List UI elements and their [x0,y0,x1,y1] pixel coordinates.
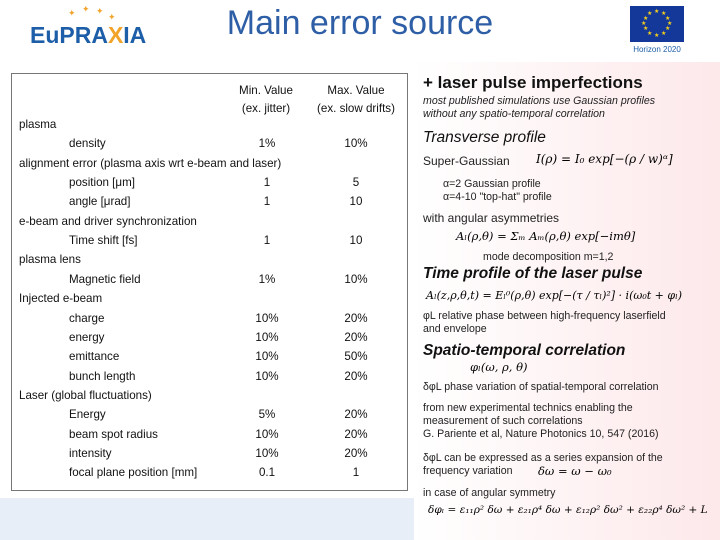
logo-text-x: X [107,22,124,48]
table-cell-min: 10% [255,446,279,460]
table-row-label: emittance [69,350,120,364]
table-cell-max: 10% [344,272,368,286]
angular-symmetry-text: in case of angular symmetry [423,487,556,499]
table-row-label: Magnetic field [69,272,141,286]
table-cell-min: 10% [255,369,279,383]
table-row-label: energy [69,330,105,344]
phase-variation-text: δφL phase variation of spatial-temporal correlation [423,381,659,393]
table-cell-min: 1% [258,272,276,286]
table-row-label: bunch length [69,369,136,383]
table-cell-min: 1% [258,137,276,151]
measurement-text: from new experimental technics enabling the measurement of such correlations G. Pariente et al, Nature Photonics 10, 547 (2016) [423,402,659,440]
table-section-label: plasma [19,118,57,131]
table-row-label: intensity [69,446,112,460]
table-row-label: charge [69,311,105,325]
table-section-label: Laser (global fluctuations) [19,388,152,402]
alpha-tophat-text: α=4-10 "top-hat" profile [443,191,552,203]
table-cell-min: 10% [255,427,279,441]
table-cell-min: 0.1 [258,466,276,480]
table-row-label: focal plane position [mm] [69,466,198,480]
page-title: Main error source [226,4,494,42]
logo-text: IA [123,22,147,48]
table-section-label: e-beam and driver synchronization [19,214,197,228]
table-cell-min: 1 [263,195,271,209]
table-cell-min: 1 [263,234,271,248]
table-row-label: density [69,137,106,151]
series-expansion-text: δφL can be expressed as a series expansion of the frequency variation [423,452,663,477]
series-equation: δφₗ = ε₁₁ρ² δω + ε₂₁ρ⁴ δω + ε₁₂ρ² δω² + ε₂₂ρ⁴ δω² + L [428,504,708,516]
table-row-label: Time shift [fs] [69,234,138,248]
mode-decomposition-text: mode decomposition m=1,2 [483,251,614,263]
table-row-label: angle [μrad] [69,195,131,209]
table-cell-max: 20% [344,330,368,344]
table-cell-min: 10% [255,311,279,325]
eu-flag-icon: ★ ★ ★ ★ ★ ★ ★ ★ ★ ★ ★ ★ [630,6,684,42]
table-row-label: Energy [69,408,106,422]
table-cell-max: 20% [344,427,368,441]
logo-star-icon: ✦ [68,8,76,18]
table-cell-max: 5 [352,176,360,190]
phi-equation: φₗ(ω, ρ, θ) [470,360,528,374]
table-cell-min: 10% [255,350,279,364]
note-text: most published simulations use Gaussian profiles without any spatio-temporal correlation [423,95,656,120]
logo-star-icon: ✦ [96,6,104,16]
alpha-gaussian-text: α=2 Gaussian profile [443,178,541,190]
angular-asymmetry-text: with angular asymmetries [423,211,560,225]
table-row-label: beam spot radius [69,427,158,441]
spatio-temporal-title: Spatio-temporal correlation [423,342,626,359]
time-profile-equation: Aₗ(z,ρ,θ,t) = Eₗ⁰(ρ,θ) exp[−(τ / τₗ)²] · i(ω₀t + φₗ) [426,289,683,302]
table-section-label: plasma lens [19,253,81,267]
table-cell-max: 20% [344,369,368,383]
col-max-header: Max. Value (ex. slow drifts) [317,84,395,115]
logo-star-icon: ✦ [108,12,116,22]
table-section-label: alignment error (plasma axis wrt e-beam and laser) [19,156,282,170]
table-cell-max: 10 [349,234,363,248]
super-gaussian-label: Super-Gaussian [423,154,510,168]
time-profile-title: Time profile of the laser pulse [423,265,643,282]
table-cell-max: 20% [344,446,368,460]
table-cell-max: 20% [344,408,368,422]
angular-equation: Aₗ(ρ,θ) = Σₘ Aₘ(ρ,θ) exp[−imθ] [456,229,636,243]
table-section-label: Injected e-beam [19,292,103,306]
table-cell-max: 1 [352,466,360,480]
section-heading: + laser pulse imperfections [423,73,643,92]
eupraxia-logo [30,4,160,50]
supergauss-equation: I(ρ) = I₀ exp[−(ρ / w)ᵅ] [536,152,673,166]
table-cell-max: 10% [344,137,368,151]
table-cell-min: 10% [255,330,279,344]
table-row-label: position [μm] [69,176,135,190]
table-cell-max: 20% [344,311,368,325]
table-cell-min: 1 [263,176,271,190]
phase-text: φL relative phase between high-frequency laserfield and envelope [423,310,666,335]
table-cell-max: 50% [344,350,368,364]
table-cell-min: 5% [258,408,276,422]
transverse-title: Transverse profile [423,129,546,146]
funding-label: Horizon 2020 [633,45,681,54]
logo-star-icon: ✦ [82,4,90,14]
logo-text: EuPRA [30,22,108,48]
table-cell-max: 10 [349,195,363,209]
col-min-header: Min. Value (ex. jitter) [239,84,293,115]
domega-equation: δω = ω − ω₀ [538,464,612,478]
error-table [11,73,408,491]
